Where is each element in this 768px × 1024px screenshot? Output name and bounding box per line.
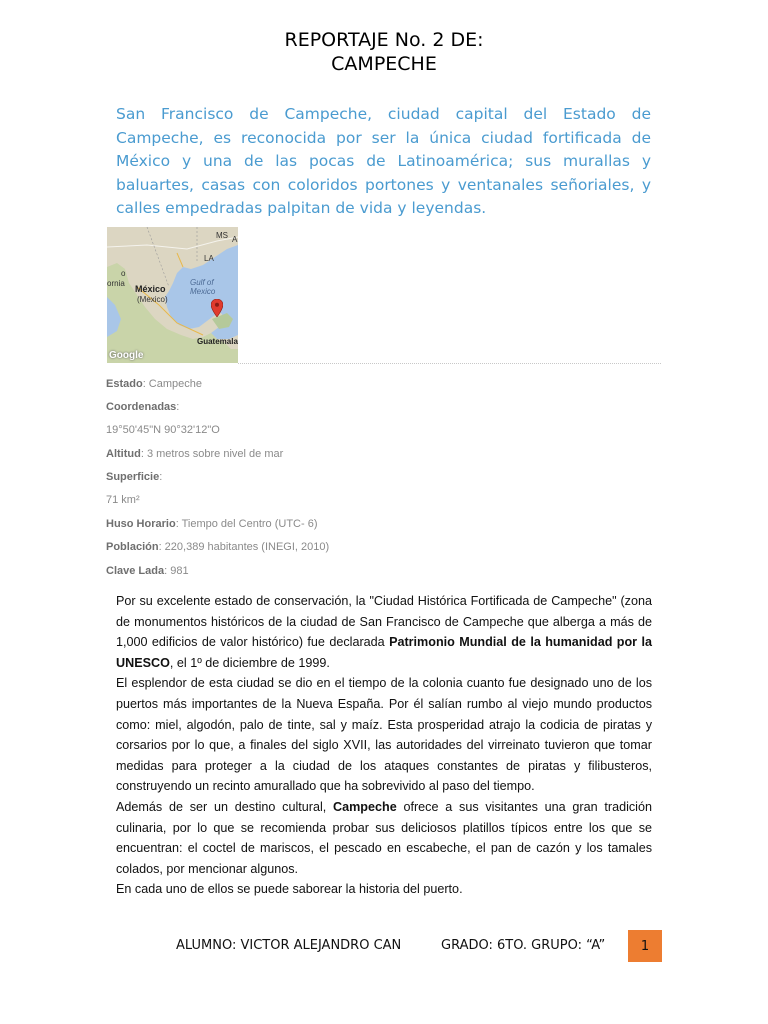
fact-value: : 220,389 habitantes (INEGI, 2010) [158,541,330,553]
fact-label: Huso Horario [106,518,176,530]
fact-value: : 3 metros sobre nivel de mar [140,448,284,460]
location-map[interactable] [107,227,238,363]
body-p3-end: ofrece a sus visitantes una gran tradición culinaria, por lo que se recomienda probar sus deliciosos platillos típicos entre los que se encuentran: el coctel de mariscos, el pescado en escabeche, el pan de cazón y los tamales colados, por mencionar algunos. [116,799,652,876]
map-label-left1: o [121,269,126,278]
fact-label: Superficie [106,471,160,483]
report-title-line2: CAMPECHE [331,53,437,75]
fact-value: 71 km² [106,494,140,506]
footer-student: ALUMNO: VICTOR ALEJANDRO CAN [176,938,402,953]
fact-label: Altitud [106,448,141,460]
fact-coordenadas-value [106,424,220,436]
body-p1-bold: Patrimonio Mundial de la humanidad por la UNESCO [116,635,652,670]
fact-value: : Tiempo del Centro (UTC- 6) [175,518,318,530]
map-label-left2: ornia [107,279,125,288]
fact-label: Coordenadas [106,401,177,413]
fact-superficie-value [106,494,140,506]
body-paragraph-2: El esplendor de esta ciudad se dio en el tiempo de la colonia cuanto fue designado uno de los puertos más importantes de la Nueva España. Por él salían rumbo al viejo mundo productos como: miel, algodón, palo de tinte, sal y maíz. Esta prosperidad atrajo la codicia de piratas y corsarios por lo que, a finales del siglo XVII, las autoridades del virreinato tuvieron que tomar medidas para proteger a la ciudad de los ataques constantes de piratas y filibusteros, construyendo un recinto amurallado que ha sobrevivido al paso del tiempo. [116,676,652,794]
fact-label: Estado [106,378,143,390]
body-p3-bold: Campeche [333,799,397,814]
fact-label: Población [106,541,159,553]
fact-value: 19°50'45"N 90°32'12"O [106,424,220,436]
fact-value: : Campeche [142,378,202,390]
body-text [116,591,652,900]
map-label-mexico-paren: (Mexico) [137,295,168,304]
fact-huso-horario [106,518,318,530]
fact-estado [106,378,202,390]
body-paragraph-3 [116,797,652,879]
map-label-gulf-2: Mexico [190,287,216,296]
map-label-la: LA [204,254,214,263]
map-label-a: A [232,235,238,244]
map-label-gulf: Gulf of [190,278,214,287]
fact-coordenadas [106,401,179,413]
map-label-mexico: México [135,284,166,294]
fact-value: : [159,471,163,483]
body-paragraph-1 [116,591,652,673]
fact-clave-lada [106,565,189,577]
map-attribution: Google [109,350,144,361]
report-title-line1: REPORTAJE No. 2 DE: [284,29,484,51]
body-p1-end: , el 1º de diciembre de 1999. [169,655,330,670]
map-pin-icon[interactable] [211,299,223,317]
body-p1-start: Por su excelente estado de conservación, la "Ciudad Histórica Fortificada de Campeche" (zona de monumentos históricos de la ciudad de San Francisco de Campeche que alberga a más de 1,000 edificios de valor histórico) fue declarada [116,594,652,650]
fact-poblacion [106,541,329,553]
report-title [0,28,768,76]
intro-paragraph: San Francisco de Campeche, ciudad capital del Estado de Campeche, es reconocida por ser la única ciudad fortificada de México y una de las pocas de Latinoamérica; sus murallas y baluartes, casas con coloridos portones y ventanales señoriales, y calles empedradas palpitan de vida y leyendas. [116,105,651,217]
fact-value: : [176,401,180,413]
body-p3-start: Además de ser un destino cultural, [116,799,334,814]
fact-value: : 981 [164,565,189,577]
page-number-badge [628,930,662,962]
footer-grade: GRADO: 6TO. GRUPO: “A” [441,938,606,953]
body-paragraph-4: En cada uno de ellos se puede saborear la historia del puerto. [116,882,463,897]
section-divider [238,363,661,364]
map-label-guatemala: Guatemala [197,337,238,346]
page-number: 1 [640,938,650,954]
fact-superficie [106,471,162,483]
map-label-ms: MS [216,231,228,240]
fact-label: Clave Lada [106,565,165,577]
fact-altitud [106,448,283,460]
